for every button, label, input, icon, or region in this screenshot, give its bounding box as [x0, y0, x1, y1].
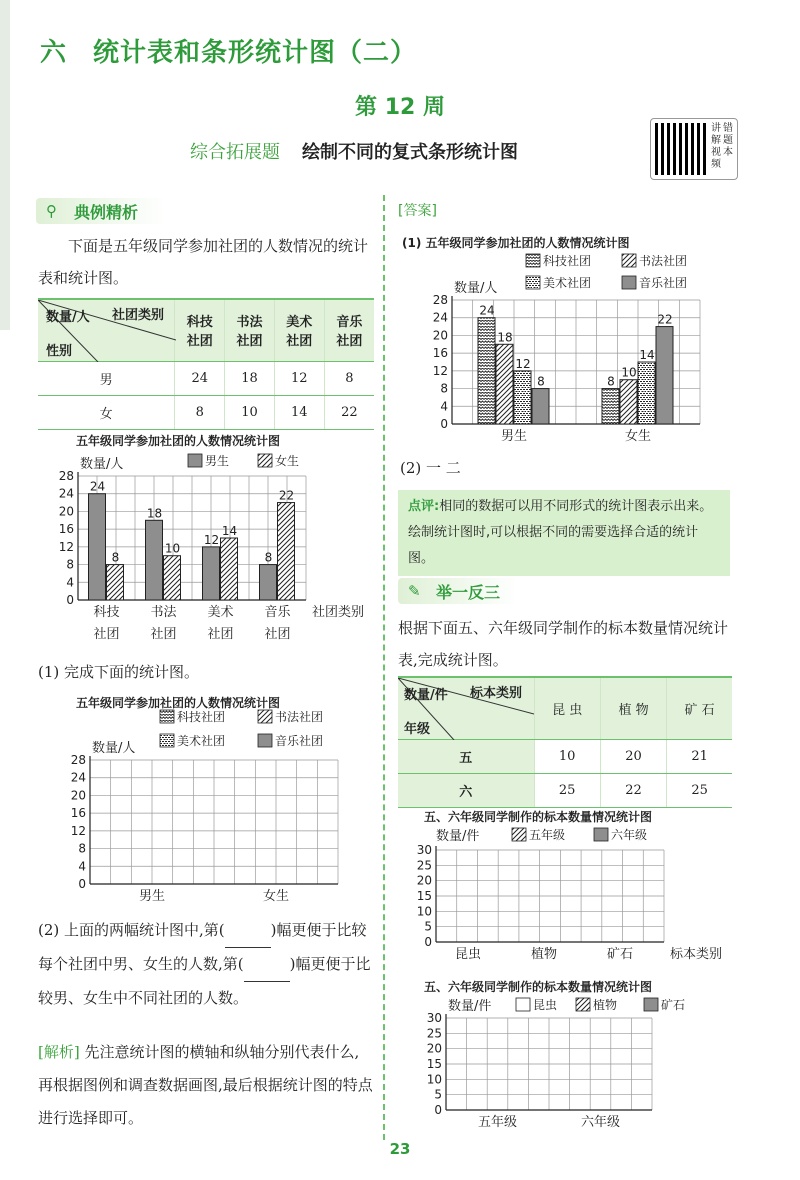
cell: 18 [225, 361, 275, 395]
legend-swatch [188, 454, 202, 467]
chart-d[interactable] [400, 822, 740, 970]
x-tick-label: 书法 [150, 605, 177, 620]
legend-label: 昆虫 [533, 998, 558, 1012]
legend-label: 矿石 [661, 998, 686, 1012]
qr-label: 讲解视频 [711, 123, 721, 170]
q2-part-a: (2) 上面的两幅统计图中,第( [38, 921, 225, 939]
y-tick-label: 0 [440, 417, 448, 431]
y-tick-label: 0 [66, 593, 74, 607]
search-icon: ⚲ [46, 202, 57, 220]
y-tick-label: 25 [416, 858, 432, 873]
y-tick-label: 25 [426, 1026, 442, 1041]
y-tick-label: 24 [58, 486, 74, 501]
answer-2: (2) 一 二 [400, 459, 461, 477]
row-label: 六 [398, 773, 534, 807]
cell: 24 [175, 361, 225, 395]
chart-d-title: 五、六年级同学制作的标本数量情况统计图 [424, 810, 653, 824]
y-axis-label: 数量/件 [436, 829, 480, 844]
data-label: 8 [537, 374, 545, 389]
chart-b[interactable] [36, 708, 376, 908]
q2-blank-1[interactable] [225, 914, 271, 948]
comment-text: 相同的数据可以用不同形式的统计图表示出来。绘制统计图时,可以根据不同的需要选择合适的统计图。 [408, 499, 713, 566]
y-tick-label: 20 [416, 873, 432, 888]
q2-part-b: )幅更便于比较每个社团中男、女生的人数,第( [38, 921, 367, 973]
row-label: 女 [38, 395, 175, 429]
bar [532, 389, 549, 424]
chart-e[interactable] [400, 992, 740, 1132]
y-tick-label: 5 [434, 1087, 442, 1102]
data-label: 12 [203, 532, 220, 547]
legend-swatch [526, 276, 540, 289]
y-tick-label: 0 [424, 935, 432, 949]
y-tick-label: 15 [426, 1057, 442, 1071]
y-tick-label: 4 [440, 399, 448, 414]
x-tick-label: 女生 [262, 889, 290, 904]
cell: 22 [600, 773, 666, 807]
legend-label: 音乐社团 [639, 276, 688, 290]
x-tick-label: 男生 [500, 429, 528, 444]
y-tick-label: 8 [66, 557, 74, 572]
x-tick-label: 社团 [264, 627, 291, 642]
bar [164, 556, 181, 600]
chart-a [36, 448, 376, 648]
x-axis-label: 标本类别 [670, 947, 723, 962]
x-tick-label: 矿石 [606, 947, 634, 962]
section-tag: 综合拓展题 [190, 142, 280, 163]
y-tick-label: 12 [58, 539, 74, 554]
corner-top: 社团类别 [112, 308, 165, 323]
y-axis-label: 数量/件 [448, 999, 492, 1014]
y-tick-label: 24 [432, 310, 448, 325]
page-edge-shadow [0, 0, 10, 330]
legend-label: 书法社团 [275, 710, 324, 724]
chapter-number: 六 [40, 38, 68, 68]
chart-c-title: (1) 五年级同学参加社团的人数情况统计图 [402, 236, 630, 250]
legend-swatch [516, 998, 530, 1011]
practice-header [398, 578, 518, 604]
bar [514, 371, 531, 424]
bar [602, 389, 619, 424]
q2-blank-2[interactable] [244, 948, 290, 982]
question-2 [38, 914, 374, 1015]
question-1: (1) 完成下面的统计图。 [38, 663, 200, 681]
y-tick-label: 28 [70, 753, 86, 767]
example-header-label: 典例精析 [74, 202, 139, 222]
table-row [38, 361, 374, 395]
q2-part-c: )幅更便于比较男、女生中不同社团的人数。 [38, 955, 371, 1007]
practice-header-label: 举一反三 [436, 582, 501, 602]
corner-bottom: 年级 [404, 722, 431, 737]
chapter-heading [40, 32, 417, 69]
data-label: 24 [89, 479, 106, 494]
bar [620, 380, 637, 424]
data-label: 8 [607, 374, 615, 389]
corner-top: 标本类别 [470, 686, 523, 701]
legend-swatch [160, 710, 174, 723]
bar [656, 327, 673, 424]
y-tick-label: 20 [432, 328, 448, 343]
bar [221, 538, 238, 600]
y-tick-label: 15 [416, 889, 432, 903]
chart-c [400, 248, 740, 448]
y-tick-label: 12 [70, 823, 86, 838]
practice-intro: 根据下面五、六年级同学制作的标本数量情况统计表,完成统计图。 [398, 619, 729, 669]
x-tick-label: 美术 [207, 605, 234, 620]
legend-swatch [622, 254, 636, 267]
y-tick-label: 10 [416, 904, 432, 919]
comment-tag: 点评: [408, 499, 440, 514]
cell: 10 [225, 395, 275, 429]
qr-icon [655, 123, 707, 175]
cell: 8 [324, 361, 374, 395]
analysis-tag: [解析] [38, 1043, 80, 1061]
bar [89, 494, 106, 600]
legend-swatch [594, 828, 608, 841]
y-tick-label: 28 [58, 469, 74, 483]
y-axis-label: 数量/人 [80, 457, 124, 472]
y-tick-label: 8 [440, 381, 448, 396]
x-tick-label: 音乐 [264, 605, 291, 620]
bar [260, 565, 277, 600]
bar [146, 520, 163, 600]
y-tick-label: 16 [58, 522, 74, 537]
data-label: 12 [515, 356, 531, 371]
col-header: 美术社团 [274, 299, 324, 361]
analysis [38, 1036, 374, 1135]
row-label: 男 [38, 361, 175, 395]
x-tick-label: 男生 [138, 889, 166, 904]
legend-swatch [512, 828, 526, 841]
data-label: 22 [657, 312, 673, 327]
corner-mid: 数量/人 [46, 310, 90, 325]
y-tick-label: 4 [66, 575, 74, 590]
bar [478, 318, 495, 424]
col-header: 植 物 [600, 677, 666, 739]
legend-label: 五年级 [529, 828, 566, 842]
table-corner [398, 677, 534, 739]
legend-label: 六年级 [611, 828, 648, 842]
data-label: 10 [621, 365, 637, 380]
legend-swatch [576, 998, 590, 1011]
y-axis-label: 数量/人 [454, 281, 498, 296]
x-tick-label: 五年级 [477, 1115, 518, 1130]
col-header: 科技社团 [175, 299, 225, 361]
y-axis-label: 数量/人 [92, 741, 136, 756]
legend-label: 科技社团 [177, 710, 226, 724]
y-tick-label: 24 [70, 770, 86, 785]
bar [278, 503, 295, 600]
data-label: 18 [497, 330, 513, 345]
x-tick-label: 昆虫 [454, 947, 482, 962]
col-header: 音乐社团 [324, 299, 374, 361]
x-axis-label: 社团类别 [312, 605, 365, 620]
data-label: 18 [146, 506, 163, 521]
column-divider [383, 195, 385, 1140]
page-number: 23 [389, 1140, 411, 1158]
y-tick-label: 16 [70, 806, 86, 821]
chart-e-title: 五、六年级同学制作的标本数量情况统计图 [424, 980, 653, 994]
specimen-table [398, 676, 732, 808]
legend-label: 女生 [275, 454, 300, 468]
legend-label: 书法社团 [639, 254, 688, 268]
y-tick-label: 28 [432, 293, 448, 307]
bar [107, 565, 124, 600]
legend-swatch [258, 454, 272, 467]
legend-swatch [622, 276, 636, 289]
col-header: 昆 虫 [534, 677, 600, 739]
table-row [38, 395, 374, 429]
legend-label: 音乐社团 [275, 734, 324, 748]
legend-swatch [258, 710, 272, 723]
data-label: 8 [111, 550, 120, 565]
analysis-text: 先注意统计图的横轴和纵轴分别代表什么,再根据图例和调查数据画图,最后根据统计图的特点进行选择即可。 [38, 1043, 373, 1127]
y-tick-label: 20 [58, 504, 74, 519]
corner-mid: 数量/件 [404, 688, 448, 703]
chart-b-title: 五年级同学参加社团的人数情况统计图 [76, 696, 281, 710]
x-tick-label: 六年级 [580, 1115, 621, 1130]
y-tick-label: 0 [434, 1103, 442, 1117]
x-tick-label: 社团 [207, 627, 234, 642]
data-label: 8 [264, 550, 273, 565]
pencil-icon: ✎ [408, 582, 421, 600]
col-header: 书法社团 [225, 299, 275, 361]
y-tick-label: 30 [426, 1011, 442, 1025]
col-header: 矿 石 [667, 677, 732, 739]
example-intro: 下面是五年级同学参加社团的人数情况的统计表和统计图。 [38, 237, 369, 287]
comment-box [398, 490, 730, 576]
cell: 20 [600, 739, 666, 773]
y-tick-label: 16 [432, 346, 448, 361]
x-tick-label: 社团 [150, 627, 177, 642]
legend-swatch [644, 998, 658, 1011]
chapter-title: 统计表和条形统计图（二） [93, 38, 418, 68]
y-tick-label: 30 [416, 843, 432, 857]
legend-label: 美术社团 [177, 734, 226, 748]
qr-label-2: 错题本 [723, 123, 733, 158]
y-tick-label: 20 [70, 788, 86, 803]
legend-label: 科技社团 [543, 254, 592, 268]
table-row [398, 773, 732, 807]
data-label: 24 [479, 303, 495, 318]
table-corner [38, 299, 175, 361]
cell: 12 [274, 361, 324, 395]
data-label: 14 [639, 348, 655, 362]
legend-label: 植物 [593, 998, 618, 1012]
answer-tag: [答案] [398, 203, 437, 219]
qr-code[interactable] [650, 118, 738, 180]
cell: 10 [534, 739, 600, 773]
cell: 14 [274, 395, 324, 429]
row-label: 五 [398, 739, 534, 773]
x-tick-label: 科技 [93, 605, 120, 620]
y-tick-label: 20 [426, 1041, 442, 1056]
cell: 22 [324, 395, 374, 429]
cell: 25 [534, 773, 600, 807]
cell: 25 [667, 773, 732, 807]
section-title [190, 138, 518, 164]
y-tick-label: 12 [432, 363, 448, 378]
legend-swatch [258, 734, 272, 747]
bar [496, 344, 513, 424]
y-tick-label: 4 [78, 859, 86, 874]
data-label: 14 [221, 524, 238, 538]
x-tick-label: 植物 [530, 947, 558, 962]
table-row [398, 739, 732, 773]
y-tick-label: 5 [424, 919, 432, 934]
legend-label: 男生 [205, 454, 230, 468]
example-header [36, 198, 166, 224]
legend-swatch [526, 254, 540, 267]
data-label: 10 [164, 541, 181, 556]
club-table [38, 298, 374, 430]
x-tick-label: 女生 [624, 429, 652, 444]
y-tick-label: 8 [78, 841, 86, 856]
bar [203, 547, 220, 600]
cell: 8 [175, 395, 225, 429]
section-heading: 绘制不同的复式条形统计图 [302, 142, 518, 163]
chart-a-title: 五年级同学参加社团的人数情况统计图 [76, 434, 281, 448]
bar [638, 362, 655, 424]
y-tick-label: 10 [426, 1072, 442, 1087]
x-tick-label: 社团 [93, 627, 120, 642]
y-tick-label: 0 [78, 877, 86, 891]
week-title: 第 12 周 [355, 95, 445, 120]
legend-label: 美术社团 [543, 276, 592, 290]
corner-bottom: 性别 [46, 344, 73, 359]
data-label: 22 [278, 488, 295, 503]
cell: 21 [667, 739, 732, 773]
legend-swatch [160, 734, 174, 747]
